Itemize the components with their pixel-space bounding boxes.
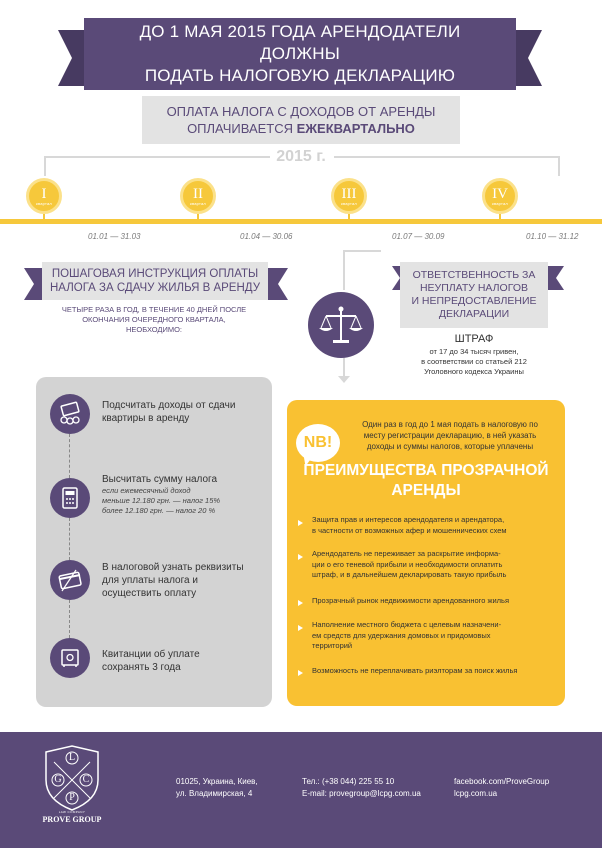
quarter-label: квартал: [36, 200, 52, 206]
quarter-number: II: [193, 185, 203, 202]
advantage-2-line-1: Арендодатель не переживает за раскрытие информа-: [312, 549, 501, 558]
step-3-text: [102, 561, 266, 600]
footer-links: [454, 776, 549, 800]
step-2-sub-1: если ежемесячный доход: [102, 486, 191, 495]
responsibility-line-2: НЕУПЛАТУ НАЛОГОВ: [419, 282, 528, 294]
advantage-4-line-3: территорий: [312, 641, 353, 650]
quarter-stem: [197, 214, 199, 224]
bullet-arrow-icon: [298, 520, 303, 526]
right-banner-flag-right: [548, 266, 564, 290]
advantage-2-line-3: штраф, и в дальнейшем декларировать такую прибыль: [312, 570, 507, 579]
step-1-line-2: квартиры в аренду: [102, 413, 190, 424]
footer-address: [176, 776, 258, 800]
step-2-line-1: Высчитать сумму налога: [102, 474, 218, 485]
nb-line-1: Один раз в год до 1 мая подать в налоговую по: [362, 420, 538, 429]
footer-site-link[interactable]: lcpg.com.ua: [454, 789, 498, 798]
step-2-sub-3: более 12.180 грн. — налог 20 %: [102, 506, 216, 515]
timeline-line-left-drop: [44, 156, 46, 176]
quarter-circle: [180, 178, 216, 214]
fine-line-3: Уголовного кодекса Украины: [424, 367, 524, 376]
advantages-title: [292, 461, 560, 501]
advantage-1-line-1: Защита прав и интересов арендодателя и арендатора,: [312, 515, 505, 524]
timeline-line-left: [44, 156, 270, 158]
address-line-1: 01025, Украина, Киев,: [176, 777, 258, 786]
subtitle-bold: ЕЖЕКВАРТАЛЬНО: [296, 121, 415, 136]
step-connector: [69, 434, 70, 478]
logo-subtitle: LAW COMPANY: [58, 810, 86, 814]
subtitle-line-2: [187, 120, 415, 137]
quarter-period-4: 01.10 — 31.12: [526, 232, 579, 241]
responsibility-line-4: ДЕКЛАРАЦИИ: [438, 308, 510, 320]
instruction-heading-line-1: ПОШАГОВАЯ ИНСТРУКЦИЯ ОПЛАТЫ: [51, 268, 259, 280]
subtitle-line-1: ОПЛАТА НАЛОГА С ДОХОДОВ ОТ АРЕНДЫ: [166, 104, 436, 119]
subtitle: [142, 96, 460, 144]
quarter-period-2: 01.04 — 30.06: [240, 232, 293, 241]
footer-email[interactable]: E-mail: provegroup@lcpg.com.ua: [302, 789, 421, 798]
title-ribbon-right: [516, 30, 542, 86]
safe-icon: [50, 638, 90, 678]
logo-letter-c: C: [82, 774, 90, 785]
footer-contacts: [302, 776, 421, 800]
fine-line-1: от 17 до 34 тысяч гривен,: [429, 347, 519, 356]
instruction-heading: [42, 262, 268, 300]
advantage-3-line-1: Прозрачный рынок недвижимости арендованного жилья: [312, 596, 510, 605]
quarter-number: IV: [492, 185, 508, 202]
connector-line: [343, 250, 345, 290]
address-line-2: ул. Владимирская, 4: [176, 789, 253, 798]
nb-text: [350, 419, 550, 452]
bullet-arrow-icon: [298, 625, 303, 631]
fine-title: ШТРАФ: [454, 333, 494, 345]
quarter-marker-4: [480, 178, 520, 224]
calculator-icon: [50, 478, 90, 518]
advantage-5-line-1: Возможность не переплачивать риэлторам за поиск жилья: [312, 666, 518, 675]
advantage-1-line-2: в частности от возможных афер и мошеннических схем: [312, 525, 507, 535]
bullet-arrow-icon: [298, 600, 303, 606]
fine-line-2: в соответствии со статьей 212: [421, 357, 527, 366]
bullet-arrow-icon: [298, 670, 303, 676]
step-1-line-1: Подсчитать доходы от сдачи: [102, 400, 236, 411]
logo-name: PROVE GROUP: [42, 815, 102, 824]
title-line-1: ДО 1 МАЯ 2015 ГОДА АРЕНДОДАТЕЛИ ДОЛЖНЫ: [139, 22, 461, 63]
step-connector: [69, 518, 70, 560]
advantage-item-1: [312, 515, 552, 536]
step-connector: [69, 600, 70, 638]
quarter-circle: [482, 178, 518, 214]
timeline-year: 2015 г.: [276, 148, 326, 165]
page-title: [84, 18, 516, 90]
quarter-label: квартал: [492, 200, 508, 206]
advantages-title-line-2: АРЕНДЫ: [391, 482, 461, 499]
connector-line-bottom: [343, 358, 345, 376]
responsibility-heading: [400, 262, 548, 328]
instruction-note: [46, 305, 262, 335]
nb-line-2: месту регистрации декларацию, в ней указать: [363, 431, 537, 440]
footer-phone: Тел.: (+38 044) 225 55 10: [302, 777, 395, 786]
quarter-label: квартал: [341, 200, 357, 206]
responsibility-line-1: ОТВЕТСТВЕННОСТЬ ЗА: [412, 269, 536, 281]
connector-line-top: [343, 250, 381, 252]
fine-text: [392, 347, 556, 377]
bullet-arrow-icon: [298, 554, 303, 560]
quarter-circle: [331, 178, 367, 214]
responsibility-line-3: И НЕПРЕДОСТАВЛЕНИЕ: [411, 295, 537, 307]
title-line-2: ПОДАТЬ НАЛОГОВУЮ ДЕКЛАРАЦИЮ: [144, 66, 456, 85]
advantage-item-2: [312, 549, 552, 581]
step-4-text: [102, 648, 262, 674]
connector-arrow: [338, 376, 350, 383]
logo-letter-g: G: [54, 774, 62, 785]
quarter-label: квартал: [190, 200, 206, 206]
logo-letter-l: L: [68, 752, 76, 763]
coins-icon: [50, 394, 90, 434]
quarter-stem: [43, 214, 45, 224]
quarter-circle: [26, 178, 62, 214]
quarter-period-1: 01.01 — 31.03: [88, 232, 141, 241]
advantage-item-4: [312, 620, 552, 652]
advantage-item-5: [312, 666, 552, 677]
quarter-stem: [499, 214, 501, 224]
card-payment-icon: [50, 560, 90, 600]
quarter-period-3: 01.07 — 30.09: [392, 232, 445, 241]
scales-icon: [308, 292, 374, 358]
quarter-marker-3: [329, 178, 369, 224]
footer-facebook-link[interactable]: facebook.com/ProveGroup: [454, 777, 550, 786]
instruction-note-line-1: ЧЕТЫРЕ РАЗА В ГОД, В ТЕЧЕНИЕ 40 ДНЕЙ ПОСЛЕ: [61, 305, 247, 314]
step-4-line-1: Квитанции об уплате: [102, 649, 200, 660]
quarter-number: I: [41, 185, 47, 202]
left-banner-flag-right: [266, 268, 288, 300]
quarter-stem: [348, 214, 350, 224]
quarter-marker-1: [24, 178, 64, 224]
step-1-text: [102, 399, 262, 425]
advantage-4-line-2: ем средств для удержания домовых и придомовых: [312, 630, 491, 640]
timeline-line-right: [334, 156, 560, 158]
instruction-heading-line-2: НАЛОГА ЗА СДАЧУ ЖИЛЬЯ В АРЕНДУ: [50, 282, 260, 294]
nb-line-3: доходы и суммы налогов, которые уплачены: [366, 442, 534, 451]
title-ribbon-left: [58, 30, 84, 86]
nb-badge: NB!: [296, 424, 340, 462]
advantage-item-3: [312, 596, 552, 607]
step-2-sub-2: меньше 12.180 грн. — налог 15%: [102, 496, 221, 505]
subtitle-prefix: ОПЛАЧИВАЕТСЯ: [187, 121, 297, 136]
quarter-number: III: [341, 185, 357, 202]
step-4-line-2: сохранять 3 года: [102, 662, 181, 673]
logo-letter-p: P: [69, 792, 75, 803]
quarter-marker-2: [178, 178, 218, 224]
timeline-line-right-drop: [558, 156, 560, 176]
step-3-line-3: осуществить оплату: [102, 588, 197, 599]
step-2-text: [102, 473, 268, 516]
advantages-title-line-1: ПРЕИМУЩЕСТВА ПРОЗРАЧНОЙ: [303, 462, 549, 479]
advantage-2-line-2: ции о его теневой прибыли и необходимости оплатить: [312, 559, 503, 569]
instruction-note-line-2: ОКОНЧАНИЯ ОЧЕРЕДНОГО КВАРТАЛА,: [82, 315, 226, 324]
instruction-note-line-3: НЕОБХОДИМО:: [125, 325, 183, 334]
step-3-line-1: В налоговой узнать реквизиты: [102, 562, 244, 573]
step-3-line-2: для уплаты налога и: [102, 575, 198, 586]
advantage-4-line-1: Наполнение местного бюджета с целевым назначени-: [312, 620, 502, 629]
